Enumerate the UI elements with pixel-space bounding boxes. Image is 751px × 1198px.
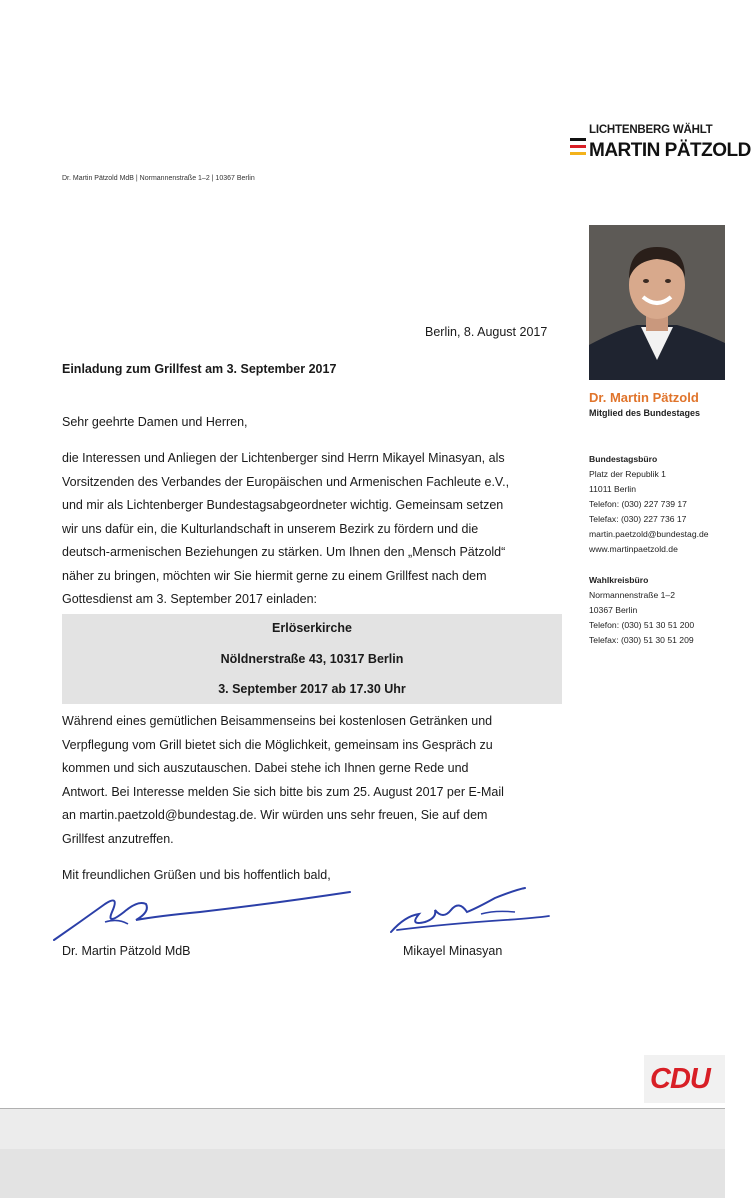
- bundestag-office: [589, 452, 709, 557]
- bundestag-email: martin.paetzold@bundestag.de: [589, 529, 709, 539]
- text-line: wir uns dafür ein, die Kulturlandschaft in unserem Bezirk zu fördern und die: [62, 521, 479, 536]
- venue-church: Erlöserkirche: [272, 621, 352, 635]
- text-line: kommen und sich auszutauschen. Dabei stehe ich Ihnen gerne Rede und: [62, 761, 469, 775]
- bundestag-line: Telefax: (030) 227 736 17: [589, 514, 687, 524]
- bundestag-heading: Bundestagsbüro: [589, 454, 658, 464]
- text-line: und mir als Lichtenberger Bundestagsabgeordneter wichtig. Gemeinsam setzen: [62, 498, 504, 512]
- signature-paetzold: [50, 882, 355, 944]
- text-line: Grillfest anzutreffen.: [62, 831, 174, 846]
- bundestag-website: www.martinpaetzold.de: [589, 544, 678, 554]
- venue-time: 3. September 2017 ab 17.30 Uhr: [218, 682, 406, 696]
- text-line: Vorsitzenden des Verbandes der Europäischen und Armenischen Fachleute e.V.,: [62, 474, 510, 489]
- wahlkreis-line: Telefon: (030) 51 30 51 200: [589, 620, 695, 630]
- text-line: näher zu bringen, möchten wir Sie hiermit gerne zu einem Grillfest nach dem: [62, 568, 487, 583]
- campaign-logo: [570, 118, 751, 168]
- wahlkreis-heading: Wahlkreisbüro: [589, 575, 649, 585]
- sidebar-role: Mitglied des Bundestages: [589, 408, 701, 418]
- wahlkreis-office: [589, 573, 694, 648]
- venue-address: Nöldnerstraße 43, 10317 Berlin: [220, 652, 404, 666]
- sender-address: Dr. Martin Pätzold MdB | Normannenstraße 1–2 | 10367 Berlin: [62, 175, 255, 182]
- text-line: an martin.paetzold@bundestag.de. Wir würden uns sehr freuen, Sie auf dem: [62, 808, 488, 822]
- signer-name-2: Mikayel Minasyan: [403, 944, 503, 958]
- text-line: Gottesdienst am 3. September 2017 einladen:: [62, 592, 318, 606]
- sidebar-name: Dr. Martin Pätzold: [589, 390, 699, 405]
- portrait-photo: [589, 225, 725, 380]
- bundestag-line: 11011 Berlin: [589, 484, 636, 494]
- closing-line: Mit freundlichen Grüßen und bis hoffentlich bald,: [62, 868, 331, 882]
- salutation: Sehr geehrte Damen und Herren,: [62, 415, 248, 429]
- text-line: deutsch-armenischen Beziehungen zu stärken. Um Ihnen den „Mensch Pätzold“: [62, 545, 506, 559]
- viewer-bottom-bar: [0, 1108, 725, 1198]
- body-paragraph-1: [62, 447, 557, 612]
- bundestag-line: Telefon: (030) 227 739 17: [589, 499, 687, 509]
- letter-date: Berlin, 8. August 2017: [425, 325, 548, 339]
- body-paragraph-2: [62, 710, 557, 851]
- bundestag-line: Platz der Republik 1: [589, 469, 666, 479]
- party-logo: [644, 1055, 725, 1103]
- text-line: Verpflegung vom Grill bietet sich die Möglichkeit, gemeinsam ins Gespräch zu: [62, 737, 493, 752]
- text-line: die Interessen und Anliegen der Lichtenberger sind Herrn Mikayel Minasyan, als: [62, 451, 505, 465]
- signature-minasyan: [385, 880, 555, 940]
- party-logo-text: CDU: [650, 1063, 710, 1095]
- wahlkreis-line: Telefax: (030) 51 30 51 209: [589, 635, 694, 645]
- letter-subject: Einladung zum Grillfest am 3. September 2017: [62, 362, 337, 376]
- wahlkreis-line: Normannenstraße 1–2: [589, 590, 675, 600]
- text-line: Antwort. Bei Interesse melden Sie sich bitte bis zum 25. August 2017 per E-Mail: [62, 784, 504, 799]
- wahlkreis-line: 10367 Berlin: [589, 605, 638, 615]
- logo-line-1: LICHTENBERG WÄHLT: [589, 124, 713, 136]
- venue-box: [62, 614, 562, 704]
- logo-line-2: MARTIN PÄTZOLD: [589, 140, 751, 161]
- text-line: Während eines gemütlichen Beisammenseins bei kostenlosen Getränken und: [62, 714, 493, 728]
- signer-name-1: Dr. Martin Pätzold MdB: [62, 944, 191, 958]
